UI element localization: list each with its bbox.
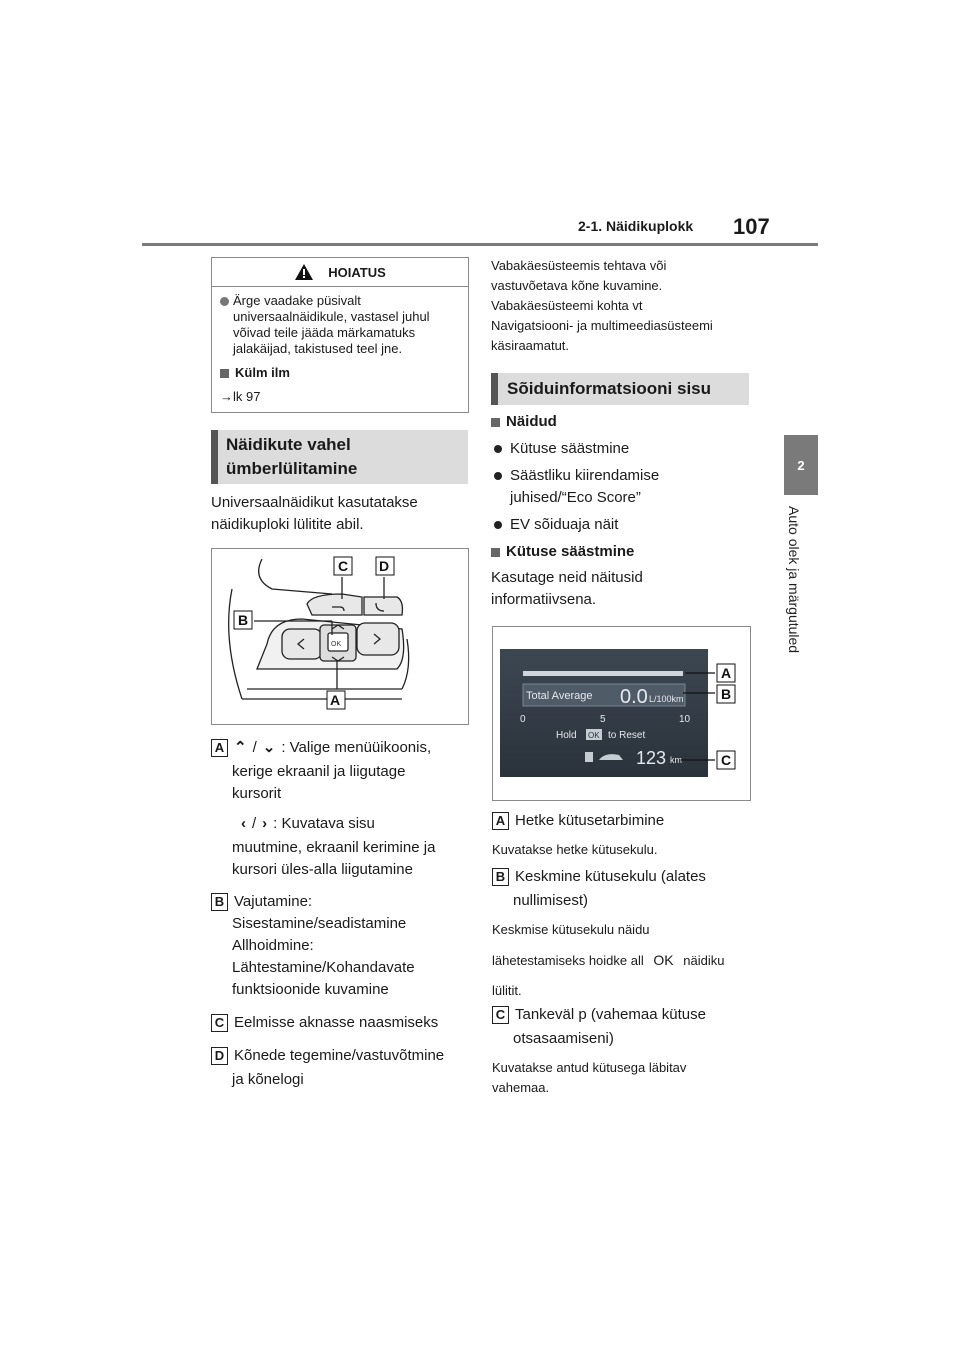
text-line: vastuvõetava kõne kuvamine. <box>491 278 663 293</box>
bullet-square-icon <box>491 418 500 427</box>
text-line: Kuvatakse antud kütusega läbitav <box>492 1060 687 1075</box>
warning-header <box>212 258 468 287</box>
text-line: näidiku <box>683 953 725 968</box>
display-reset: to Reset <box>608 730 646 741</box>
item-tag-c: C <box>211 1014 228 1032</box>
bullet-dot-icon <box>494 472 502 480</box>
display-range: 123 <box>636 748 667 768</box>
figure-label-b: B <box>238 612 249 628</box>
figure-label-a: A <box>330 692 341 708</box>
desc-a <box>492 810 762 860</box>
display-unit: L/100km <box>649 694 684 704</box>
display-tick-10: 10 <box>679 714 691 725</box>
text-line: Kõnede tegemine/vastuvõtmine <box>234 1047 445 1064</box>
subhead-fuel <box>491 541 634 563</box>
warning-title: HOIATUS <box>328 264 386 280</box>
list-item: juhised/“Eco Score” <box>510 489 641 506</box>
display-label-c: C <box>721 752 732 768</box>
heading-line: ümberlülitamine <box>226 459 358 478</box>
text-line: kursorit <box>232 785 282 802</box>
chapter-label: Auto olek ja märgutuled <box>786 506 802 654</box>
text-line: käsiraamatut. <box>491 338 570 353</box>
text-line: Vajutamine: <box>234 893 313 910</box>
text-line: : Valige menüüikoonis, <box>281 739 432 756</box>
heading-line: Näidikute vahel <box>226 435 351 454</box>
display-hold: Hold <box>556 730 577 741</box>
handsfree-paragraph <box>491 256 713 356</box>
fuel-paragraph <box>491 567 643 611</box>
text-line: : Kuvatava sisu <box>273 815 375 832</box>
display-total-average: Total Average <box>526 690 593 702</box>
arrow-right-icon: → <box>220 389 233 404</box>
fuel-pump-icon <box>585 752 593 762</box>
bullet-square-icon <box>220 369 229 378</box>
section-title: 2-1. Näidikuplokk <box>578 218 694 234</box>
text-line: Allhoidmine: <box>232 937 314 954</box>
section-heading-driving-info: Sõiduinformatsiooni sisu <box>491 373 749 405</box>
text-line: Tankeväl p (vahemaa kütuse <box>515 1006 706 1023</box>
text-line: otsasaamiseni) <box>513 1030 614 1047</box>
fuel-economy-figure <box>492 626 751 801</box>
display-value: 0.0 <box>620 686 648 708</box>
text-line: nullimisest) <box>513 892 589 909</box>
text-line: lähetestamiseks hoidke all <box>492 953 644 968</box>
display-tick-0: 0 <box>520 714 526 725</box>
text-line: kursori üles-alla liigutamine <box>232 861 413 878</box>
text-line: kerige ekraanil ja liigutage <box>232 763 406 780</box>
item-d <box>211 1045 471 1091</box>
steering-switch-illustration <box>212 549 468 724</box>
bullet-circle-icon <box>220 297 229 306</box>
desc-tag-b: B <box>492 868 509 886</box>
list-item: Kütuse säästmine <box>510 440 630 457</box>
text-line: näidikuploki lülitite abil. <box>211 516 364 533</box>
text-line: Universaalnäidikut kasutatakse <box>211 494 418 511</box>
text-line: vahemaa. <box>492 1080 550 1095</box>
chevron-down-icon: ⌄ <box>262 739 276 756</box>
text-line: Eelmisse aknasse naasmiseks <box>234 1014 439 1031</box>
bullet-list <box>494 438 659 536</box>
desc-tag-a: A <box>492 812 509 830</box>
intro-paragraph <box>211 492 418 536</box>
header-rule <box>142 243 818 246</box>
desc-b <box>492 866 762 1001</box>
item-tag-b: B <box>211 893 228 911</box>
fuel-display-illustration <box>493 627 750 800</box>
text-line: Navigatsiooni- ja multimeediasüsteemi <box>491 318 713 333</box>
display-label-b: B <box>721 686 732 702</box>
list-item: EV sõiduaja näit <box>510 516 619 533</box>
display-label-a: A <box>721 665 732 681</box>
chapter-tab <box>784 435 818 495</box>
item-c <box>211 1012 471 1034</box>
section-heading-switching <box>211 430 468 484</box>
display-ok: OK <box>588 731 600 740</box>
bullet-dot-icon <box>494 445 502 453</box>
chevron-right-icon: › <box>262 815 268 832</box>
text-line: Kuvatakse hetke kütusekulu. <box>492 842 658 857</box>
text-line: Vabakäesüsteemi kohta vt <box>491 298 643 313</box>
warning-box <box>211 257 469 413</box>
text-line: funktsioonide kuvamine <box>232 981 389 998</box>
figure-ok-label: OK <box>331 641 342 648</box>
warning-text: Ärge vaadake püsivalt universaalnäidikule, vastasel juhul võivad teile jääda märkamatuks jalakäijad, takistused teel jne. <box>233 293 430 356</box>
text-line: Kütuse säästmine <box>506 543 635 560</box>
text-line: Keskmise kütusekulu näidu <box>492 922 650 937</box>
desc-tag-c: C <box>492 1006 509 1024</box>
bullet-dot-icon <box>494 521 502 529</box>
text-line: Hetke kütusetarbimine <box>515 812 665 829</box>
chevron-up-icon: ⌃ <box>234 739 247 756</box>
item-tag-d: D <box>211 1047 228 1065</box>
subhead-naidud <box>491 411 557 433</box>
list-item: Säästliku kiirendamise <box>510 467 660 484</box>
figure-label-c: C <box>338 558 349 574</box>
desc-c <box>492 1004 762 1098</box>
text-line: informatiivsena. <box>491 591 597 608</box>
bullet-square-icon <box>491 548 500 557</box>
item-a: A ⌃ / ⌄ : Valige menüüikoonis, kerige ekraanil ja liigutage kursorit ‹ / › : Kuvatava sisu muutmine, ekraanil kerimine ja kursori üles-alla liigutamine <box>211 737 471 881</box>
display-tick-5: 5 <box>600 714 606 725</box>
text-line: Lähtestamine/Kohandavate <box>232 959 415 976</box>
ok-button-icon: OK <box>653 952 674 968</box>
figure-label-d: D <box>379 558 390 574</box>
text-line: muutmine, ekraanil kerimine ja <box>232 839 436 856</box>
item-b <box>211 891 471 1001</box>
text-line: lülitit. <box>492 983 522 998</box>
item-tag-a: A <box>211 739 228 757</box>
steering-switch-figure <box>211 548 469 725</box>
warning-subhead: Külm ilm <box>235 365 290 380</box>
text-line: ja kõnelogi <box>232 1071 304 1088</box>
text-line: Keskmine kütusekulu (alates <box>515 868 706 885</box>
chapter-number: 2 <box>797 457 805 473</box>
text-line: Sisestamine/seadistamine <box>232 915 407 932</box>
text-line: Näidud <box>506 413 557 430</box>
display-range-unit: km <box>670 755 682 765</box>
warning-ref: lk 97 <box>233 389 261 404</box>
warning-triangle-icon <box>294 263 314 281</box>
page-number: 107 <box>733 214 770 239</box>
text-line: Vabakäesüsteemis tehtava või <box>491 258 667 273</box>
text-line: Kasutage neid näitusid <box>491 569 643 586</box>
chevron-left-icon: ‹ <box>241 815 246 832</box>
